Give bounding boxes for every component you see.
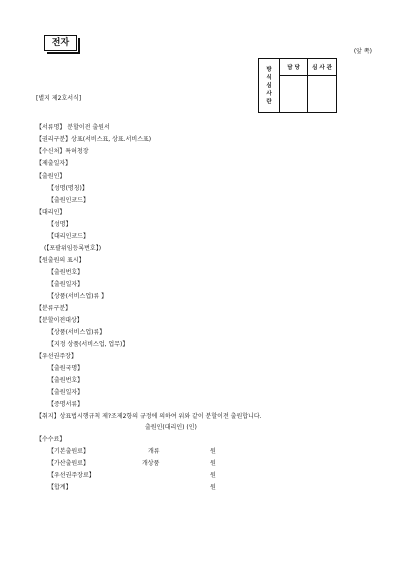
form-line: 【성명(명칭)】 <box>48 185 88 192</box>
electronic-stamp: 전자 <box>44 35 77 51</box>
form-line: 출원인(대리인) (인) <box>145 424 197 431</box>
fee-row <box>36 472 376 480</box>
form-line: (【포괄위임등록번호】) <box>44 245 102 252</box>
form-number: [별지 제2호서식] <box>36 95 82 102</box>
form-line: 【성명】 <box>48 221 72 228</box>
approval-header-char: 방 <box>266 66 272 73</box>
fee-qty: 개상품 <box>142 460 160 467</box>
approval-signature-officer <box>280 76 308 113</box>
fee-row <box>36 460 376 468</box>
form-line: 【출원일자】 <box>48 281 84 288</box>
approval-signature-examiner <box>308 76 337 113</box>
form-line: 【출원인】 <box>36 173 66 180</box>
fee-label: 【기본출원료】 <box>48 448 89 455</box>
approval-col-examiner: 심 사 관 <box>308 59 337 76</box>
fee-qty: 개류 <box>148 448 160 455</box>
form-line: 【지정 상품(서비스업, 업무)】 <box>48 341 129 348</box>
approval-header-char: 심 <box>266 82 272 89</box>
approval-table <box>258 58 337 113</box>
form-line: 【출원국명】 <box>48 365 84 372</box>
form-line: 【출원번호】 <box>48 377 84 384</box>
fee-row <box>36 448 376 456</box>
form-line: 【대리인】 <box>36 209 66 216</box>
fee-unit: 원 <box>210 448 216 455</box>
approval-header <box>259 59 280 113</box>
form-line: 【취지】상표법시행규칙 제?조제2항의 규정에 의하여 위와 같이 분할이전 출원합니다. <box>36 413 262 420</box>
approval-header-char: 사 <box>266 90 272 97</box>
fee-label: 【우선권주장료】 <box>48 472 95 479</box>
form-line: 【상품(서비스업)류】 <box>48 329 106 336</box>
form-line: 【서류명】 분할이전 출원서 <box>36 124 110 131</box>
form-line: 【상품(서비스업)류 】 <box>48 293 108 300</box>
fee-unit: 원 <box>210 460 216 467</box>
approval-col-officer: 담 당 <box>280 59 308 76</box>
form-line: 【수신처】특허청장 <box>36 148 89 155</box>
form-line: 【대리인코드】 <box>48 233 89 240</box>
form-line: 【원출원의 표시】 <box>36 257 85 264</box>
form-line: 【증명서류】 <box>48 401 84 408</box>
form-line: 【권리구분】상표(서비스표, 상표.서비스표) <box>36 136 152 143</box>
form-line: 【출원일자】 <box>48 389 84 396</box>
fee-row <box>36 484 376 492</box>
fee-label: 【합계】 <box>48 484 72 491</box>
form-line: 【제출일자】 <box>36 160 72 167</box>
form-line: 【분할이전대상】 <box>36 317 83 324</box>
form-line: 【출원인코드】 <box>48 197 89 204</box>
approval-header-char: 식 <box>266 74 272 81</box>
form-line: 【출원번호】 <box>48 269 84 276</box>
fee-label: 【가산출원료】 <box>48 460 89 467</box>
form-line: 【우선권주장】 <box>36 353 77 360</box>
front-page-label: (앞 쪽) <box>353 48 372 55</box>
fee-unit: 원 <box>210 472 216 479</box>
approval-header-char: 란 <box>266 98 272 105</box>
form-line: 【수수료】 <box>36 436 66 443</box>
fee-unit: 원 <box>210 484 216 491</box>
form-line: 【분류구분】 <box>36 305 72 312</box>
